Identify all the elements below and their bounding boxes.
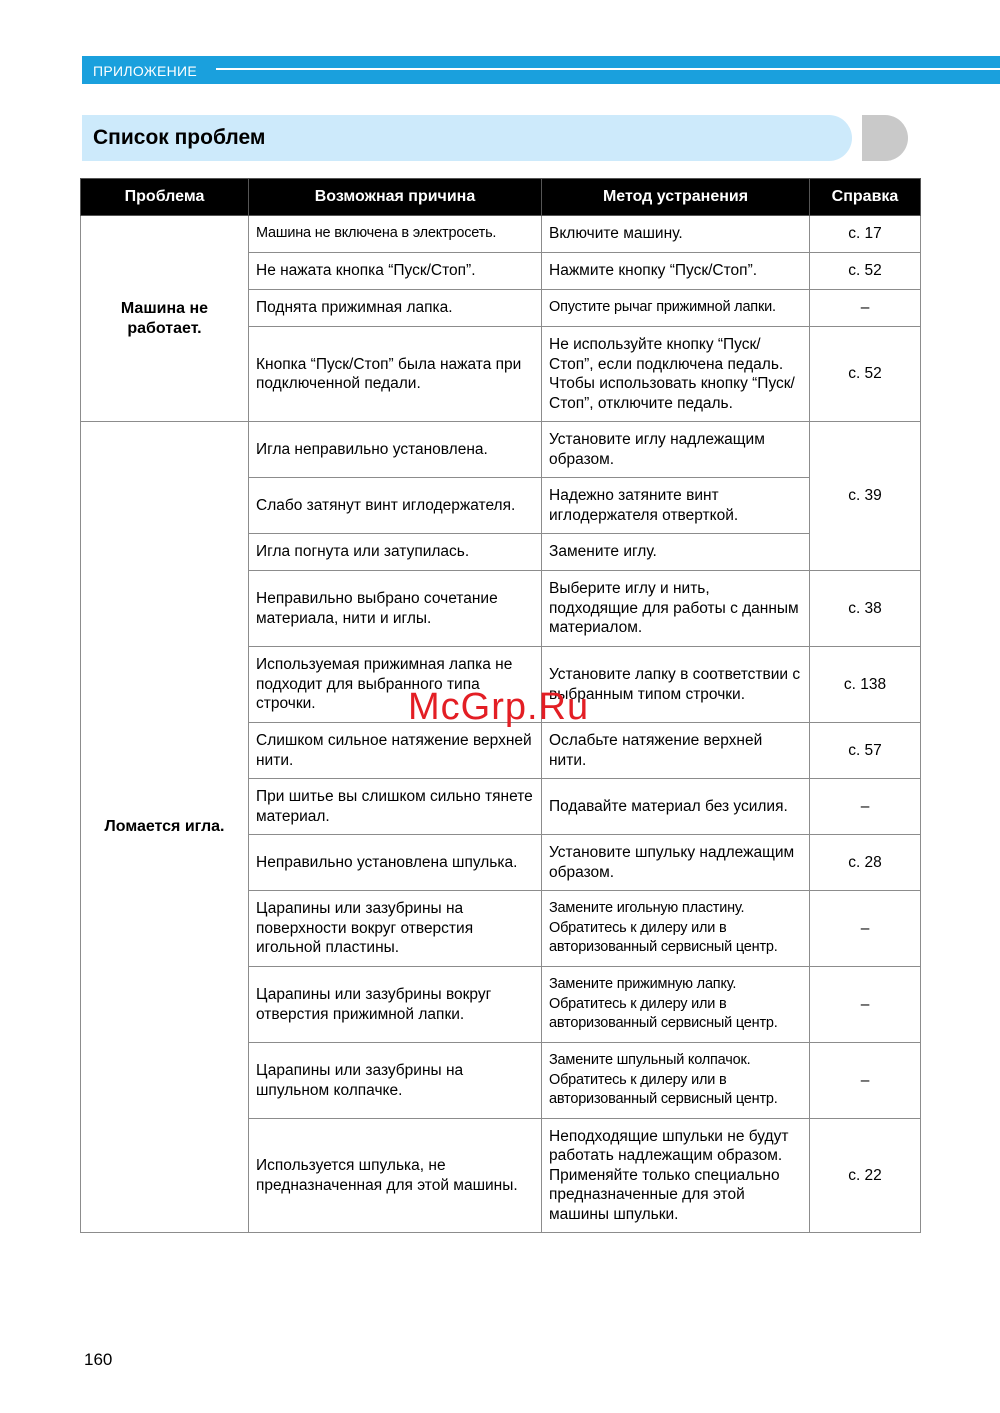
- reference-cell: с. 22: [810, 1119, 921, 1233]
- cause-cell: Кнопка “Пуск/Стоп” была нажата при подключенной педали.: [249, 327, 542, 422]
- reference-cell: –: [810, 779, 921, 835]
- remedy-cell: Установите лапку в соответствии с выбранным типом строчки.: [542, 647, 810, 723]
- table-row: [81, 422, 921, 478]
- cause-cell: Используемая прижимная лапка не подходит для выбранного типа строчки.: [249, 647, 542, 723]
- table-row: [81, 216, 921, 253]
- reference-cell: –: [810, 891, 921, 967]
- reference-cell: –: [810, 290, 921, 327]
- cause-cell: При шитье вы слишком сильно тянете материал.: [249, 779, 542, 835]
- reference-cell: –: [810, 967, 921, 1043]
- remedy-cell: Замените шпульный колпачок. Обратитесь к дилеру или в авторизованный сервисный центр.: [542, 1043, 810, 1119]
- reference-cell: с. 57: [810, 723, 921, 779]
- cause-cell: Поднята прижимная лапка.: [249, 290, 542, 327]
- remedy-cell: Опустите рычаг прижимной лапки.: [542, 290, 810, 327]
- remedy-cell: Неподходящие шпульки не будут работать надлежащим образом. Применяйте только специально предназначенные для этой машины шпульки.: [542, 1119, 810, 1233]
- section-label: ПРИЛОЖЕНИЕ: [93, 63, 198, 79]
- cause-cell: Игла неправильно установлена.: [249, 422, 542, 478]
- reference-cell: с. 52: [810, 253, 921, 290]
- remedy-cell: Замените игольную пластину. Обратитесь к дилеру или в авторизованный сервисный центр.: [542, 891, 810, 967]
- cause-cell: Не нажата кнопка “Пуск/Стоп”.: [249, 253, 542, 290]
- remedy-cell: Не используйте кнопку “Пуск/ Стоп”, если подключена педаль. Чтобы использовать кнопку “Пуск/Стоп”, отключите педаль.: [542, 327, 810, 422]
- cause-cell: Неправильно выбрано сочетание материала, нити и иглы.: [249, 571, 542, 647]
- page-number: 160: [84, 1350, 113, 1369]
- reference-cell: с. 38: [810, 571, 921, 647]
- column-header: Метод устранения: [542, 179, 810, 216]
- remedy-cell: Выберите иглу и нить, подходящие для работы с данным материалом.: [542, 571, 810, 647]
- reference-cell: с. 52: [810, 327, 921, 422]
- remedy-cell: Нажмите кнопку “Пуск/Стоп”.: [542, 253, 810, 290]
- cause-cell: Игла погнута или затупилась.: [249, 534, 542, 571]
- reference-cell: с. 17: [810, 216, 921, 253]
- problem-cell: Машина не работает.: [81, 216, 249, 422]
- problem-cell: Ломается игла.: [81, 422, 249, 1233]
- reference-cell: с. 28: [810, 835, 921, 891]
- cause-cell: Слабо затянут винт иглодержателя.: [249, 478, 542, 534]
- cause-cell: Используется шпулька, не предназначенная для этой машины.: [249, 1119, 542, 1233]
- remedy-cell: Установите иглу надлежащим образом.: [542, 422, 810, 478]
- remedy-cell: Надежно затяните винт иглодержателя отверткой.: [542, 478, 810, 534]
- cause-cell: Царапины или зазубрины на поверхности вокруг отверстия игольной пластины.: [249, 891, 542, 967]
- column-header: Справка: [810, 179, 921, 216]
- cause-cell: Машина не включена в электросеть.: [249, 216, 542, 253]
- remedy-cell: Замените прижимную лапку. Обратитесь к дилеру или в авторизованный сервисный центр.: [542, 967, 810, 1043]
- title-bar-cap: [862, 115, 908, 161]
- remedy-cell: Установите шпульку надлежащим образом.: [542, 835, 810, 891]
- reference-cell: с. 39: [810, 422, 921, 571]
- cause-cell: Царапины или зазубрины на шпульном колпачке.: [249, 1043, 542, 1119]
- reference-cell: с. 138: [810, 647, 921, 723]
- column-header: Проблема: [81, 179, 249, 216]
- remedy-cell: Подавайте материал без усилия.: [542, 779, 810, 835]
- cause-cell: Неправильно установлена шпулька.: [249, 835, 542, 891]
- cause-cell: Слишком сильное натяжение верхней нити.: [249, 723, 542, 779]
- page-title: Список проблем: [93, 126, 266, 149]
- header-rule: [216, 68, 1000, 70]
- remedy-cell: Включите машину.: [542, 216, 810, 253]
- title-bar: [82, 115, 852, 161]
- table-header-row: [81, 179, 921, 216]
- cause-cell: Царапины или зазубрины вокруг отверстия прижимной лапки.: [249, 967, 542, 1043]
- watermark: McGrp.Ru: [408, 686, 590, 728]
- reference-cell: –: [810, 1043, 921, 1119]
- section-header-band: [82, 56, 1000, 84]
- remedy-cell: Замените иглу.: [542, 534, 810, 571]
- remedy-cell: Ослабьте натяжение верхней нити.: [542, 723, 810, 779]
- column-header: Возможная причина: [249, 179, 542, 216]
